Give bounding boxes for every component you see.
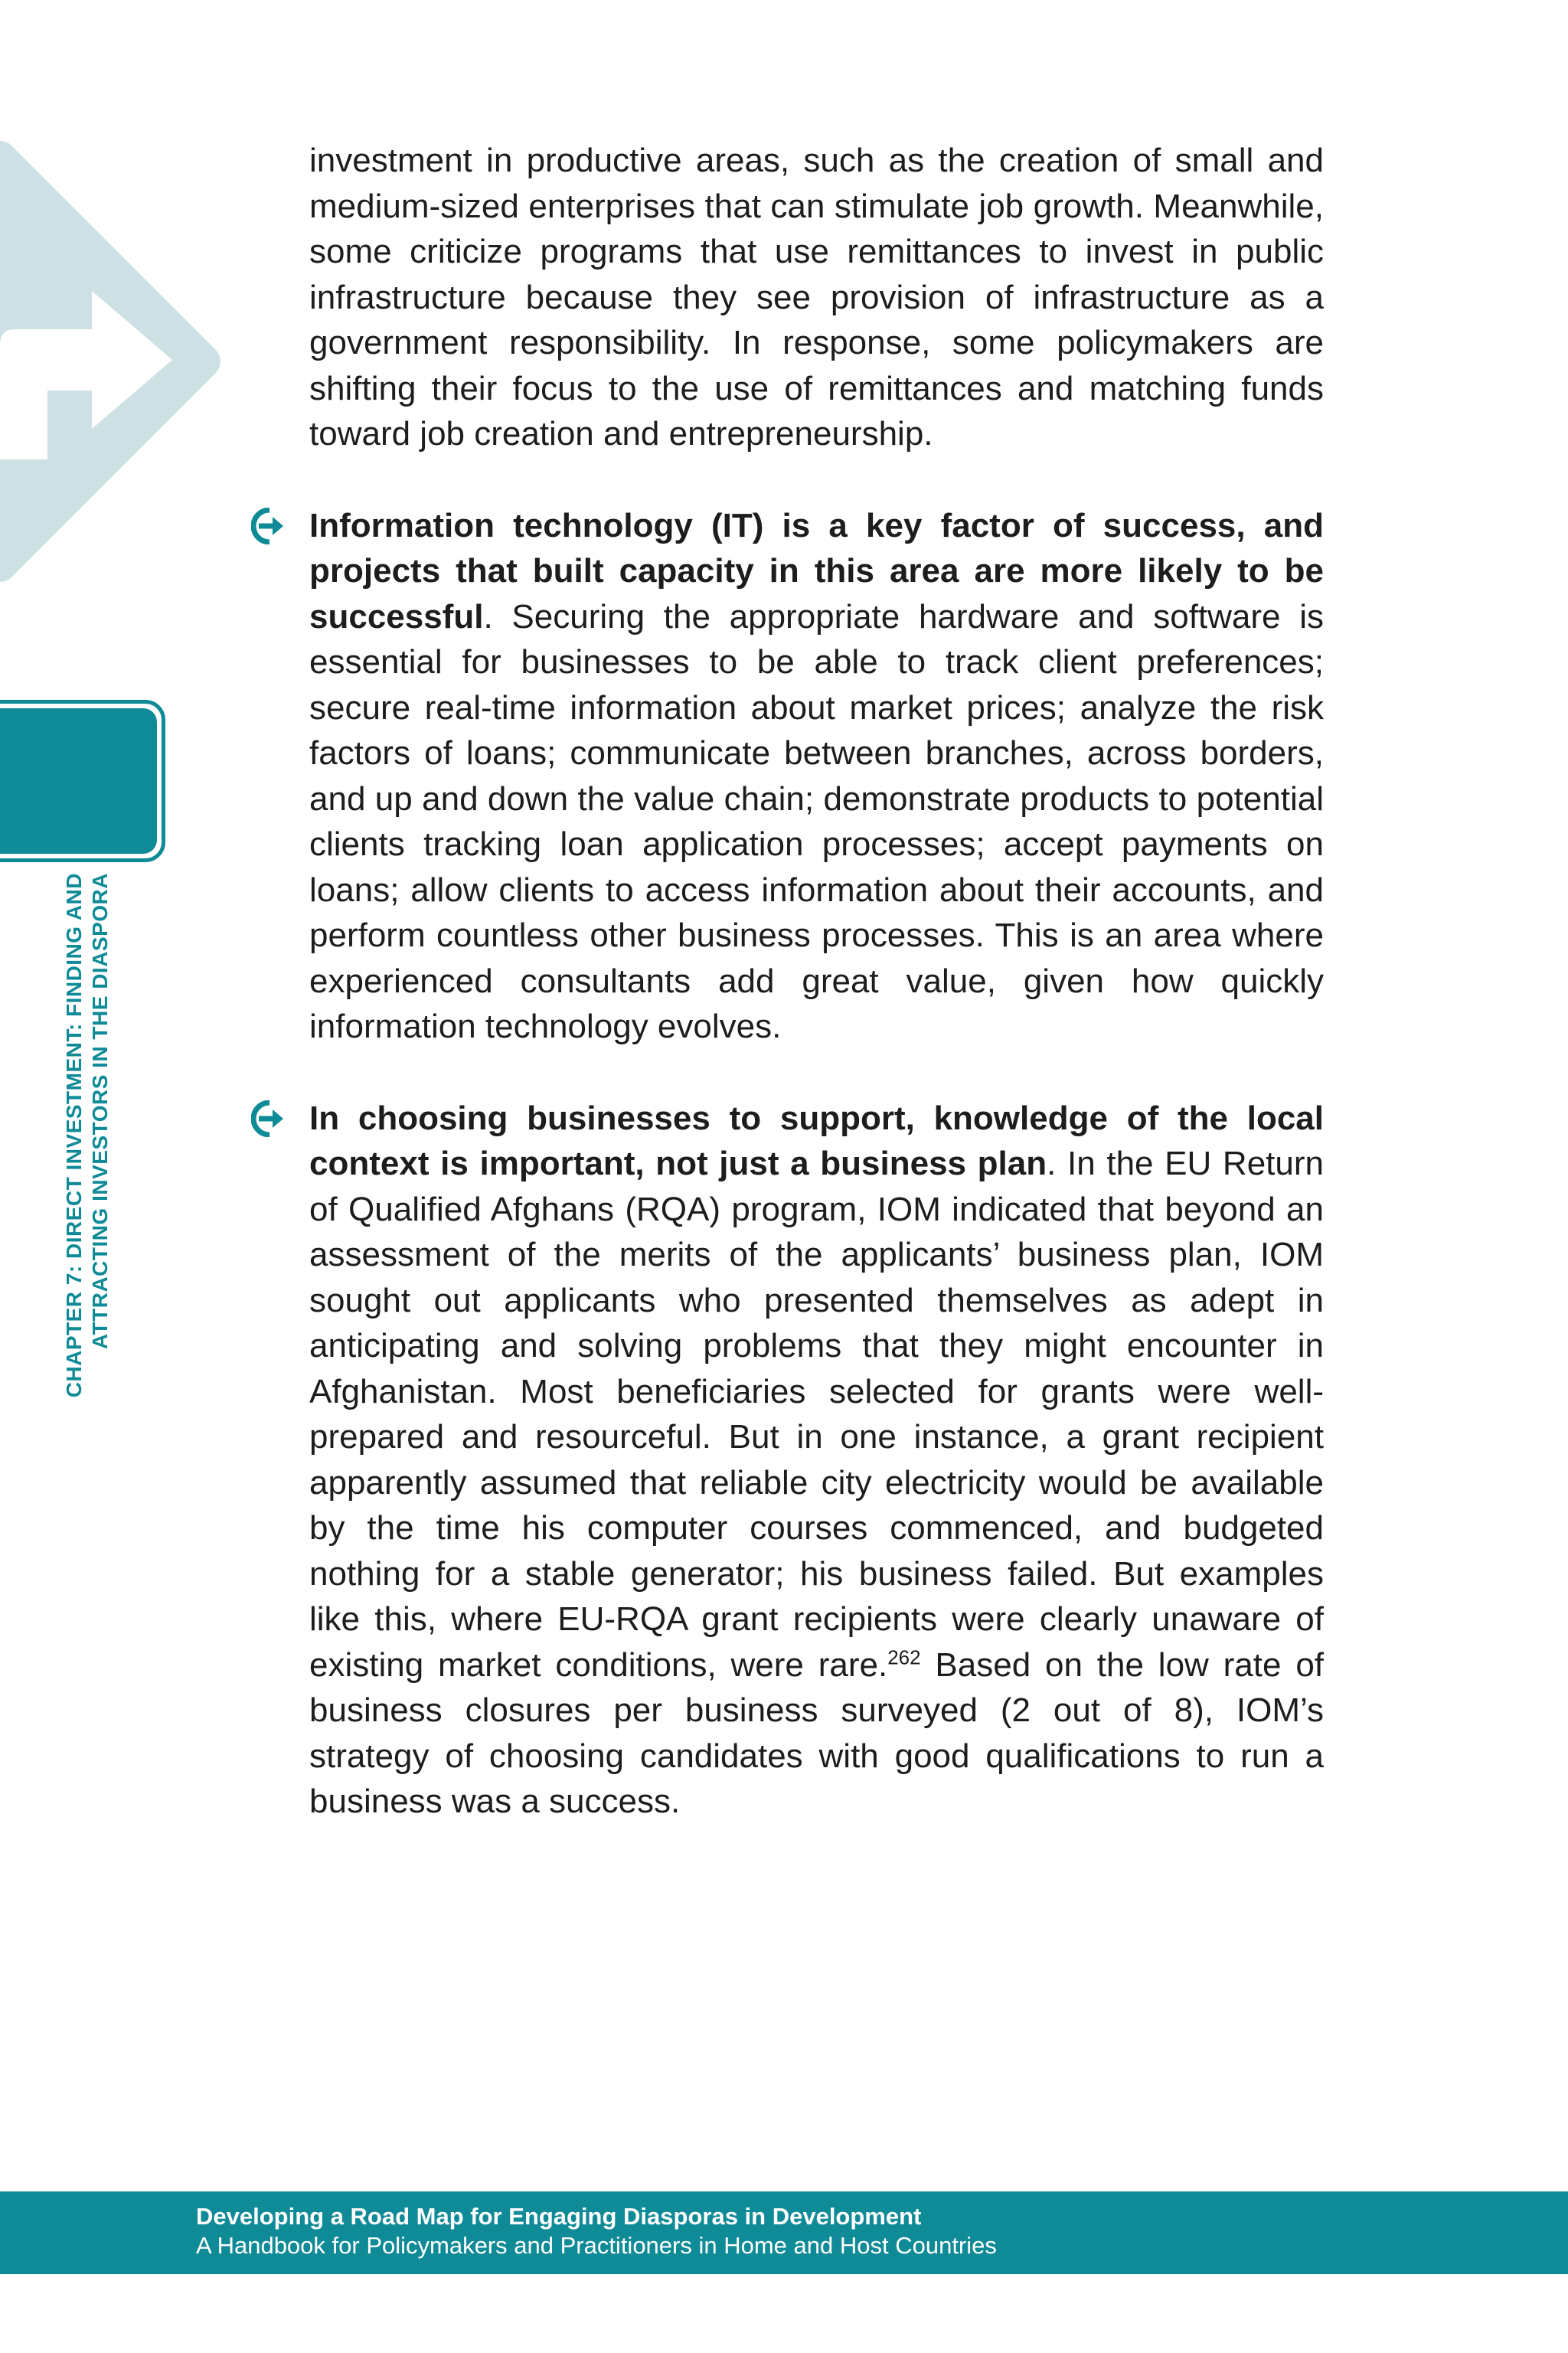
bullet-body: . In the EU Return of Qualified Afghans (RQA) program, IOM indicated that beyond an assessment of the merits of the applicants’ business plan, IOM sought out applicants who presented themselves as adept in anticipating and solving problems that they might encounter in Afghanistan. Most beneficiaries selected for grants were well-prepared and resourceful. But in one instance, a grant recipient apparently assumed that reliable city electricity would be available by the time his computer courses commenced, and budgeted nothing for a stable generator; his business failed. But examples like this, where EU-RQA grant recipients were clearly unaware of existing market conditions, were rare.	[309, 1145, 1325, 1684]
footer-title: Developing a Road Map for Engaging Diasporas in Development	[196, 2203, 922, 2230]
turn-right-road-sign-icon	[0, 245, 184, 459]
circle-arrow-right-icon	[251, 1100, 288, 1137]
chapter-label-line-1: CHAPTER 7: DIRECT INVESTMENT: FINDING AND	[62, 873, 86, 1398]
footnote-reference[interactable]: 262	[887, 1645, 921, 1668]
chapter-label	[61, 873, 113, 1440]
circle-arrow-right-icon	[251, 508, 288, 544]
bullet-heading: In choosing businesses to support, knowledge of the local context is important, not just a business plan	[309, 1099, 1324, 1182]
page-number: 158	[28, 34, 172, 119]
bullet-item	[309, 1096, 1324, 1825]
bullet-body-continued: Based on the low rate of business closures per business surveyed (2 out of 8), IOM’s strategy of choosing candidates with good qualifications to run a business was a success.	[309, 1645, 1325, 1820]
footer-subtitle: A Handbook for Policymakers and Practitioners in Home and Host Countries	[196, 2232, 997, 2259]
page-number-tab-fill	[0, 708, 157, 854]
footer-band	[0, 2191, 1568, 2274]
bullet-item	[309, 503, 1324, 1050]
paragraph-text: investment in productive areas, such as the creation of small and medium-sized enterprises that can stimulate job growth. Meanwhile, some criticize programs that use remittances to invest in public infrastructure because they see provision of infrastructure as a government responsibility. In response, some policymakers are shifting their focus to the use of remittances and matching funds toward job creation and entrepreneurship.	[309, 142, 1324, 453]
chapter-label-line-2: ATTRACTING INVESTORS IN THE DIASPORA	[88, 873, 112, 1350]
bullet-text	[309, 1096, 1324, 1825]
main-content	[309, 138, 1324, 1825]
bullet-body: . Securing the appropriate hardware and software is essential for businesses to be able to track client preferences; secure real-time information about market prices; analyze the risk factors of loans; communicate between branches, across borders, and up and down the value chain; demonstrate products to potential clients tracking loan application processes; accept payments on loans; allow clients to access information about their accounts, and perform countless other business processes. This is an area where experienced consultants add great value, given how quickly information technology evolves.	[309, 597, 1324, 1045]
page-number-tab	[0, 700, 165, 862]
bullet-heading: Information technology (IT) is a key factor of success, and projects that built capacity in this area are more likely to be successful	[309, 506, 1324, 636]
paragraph	[309, 138, 1324, 457]
bullet-text	[309, 503, 1324, 1050]
